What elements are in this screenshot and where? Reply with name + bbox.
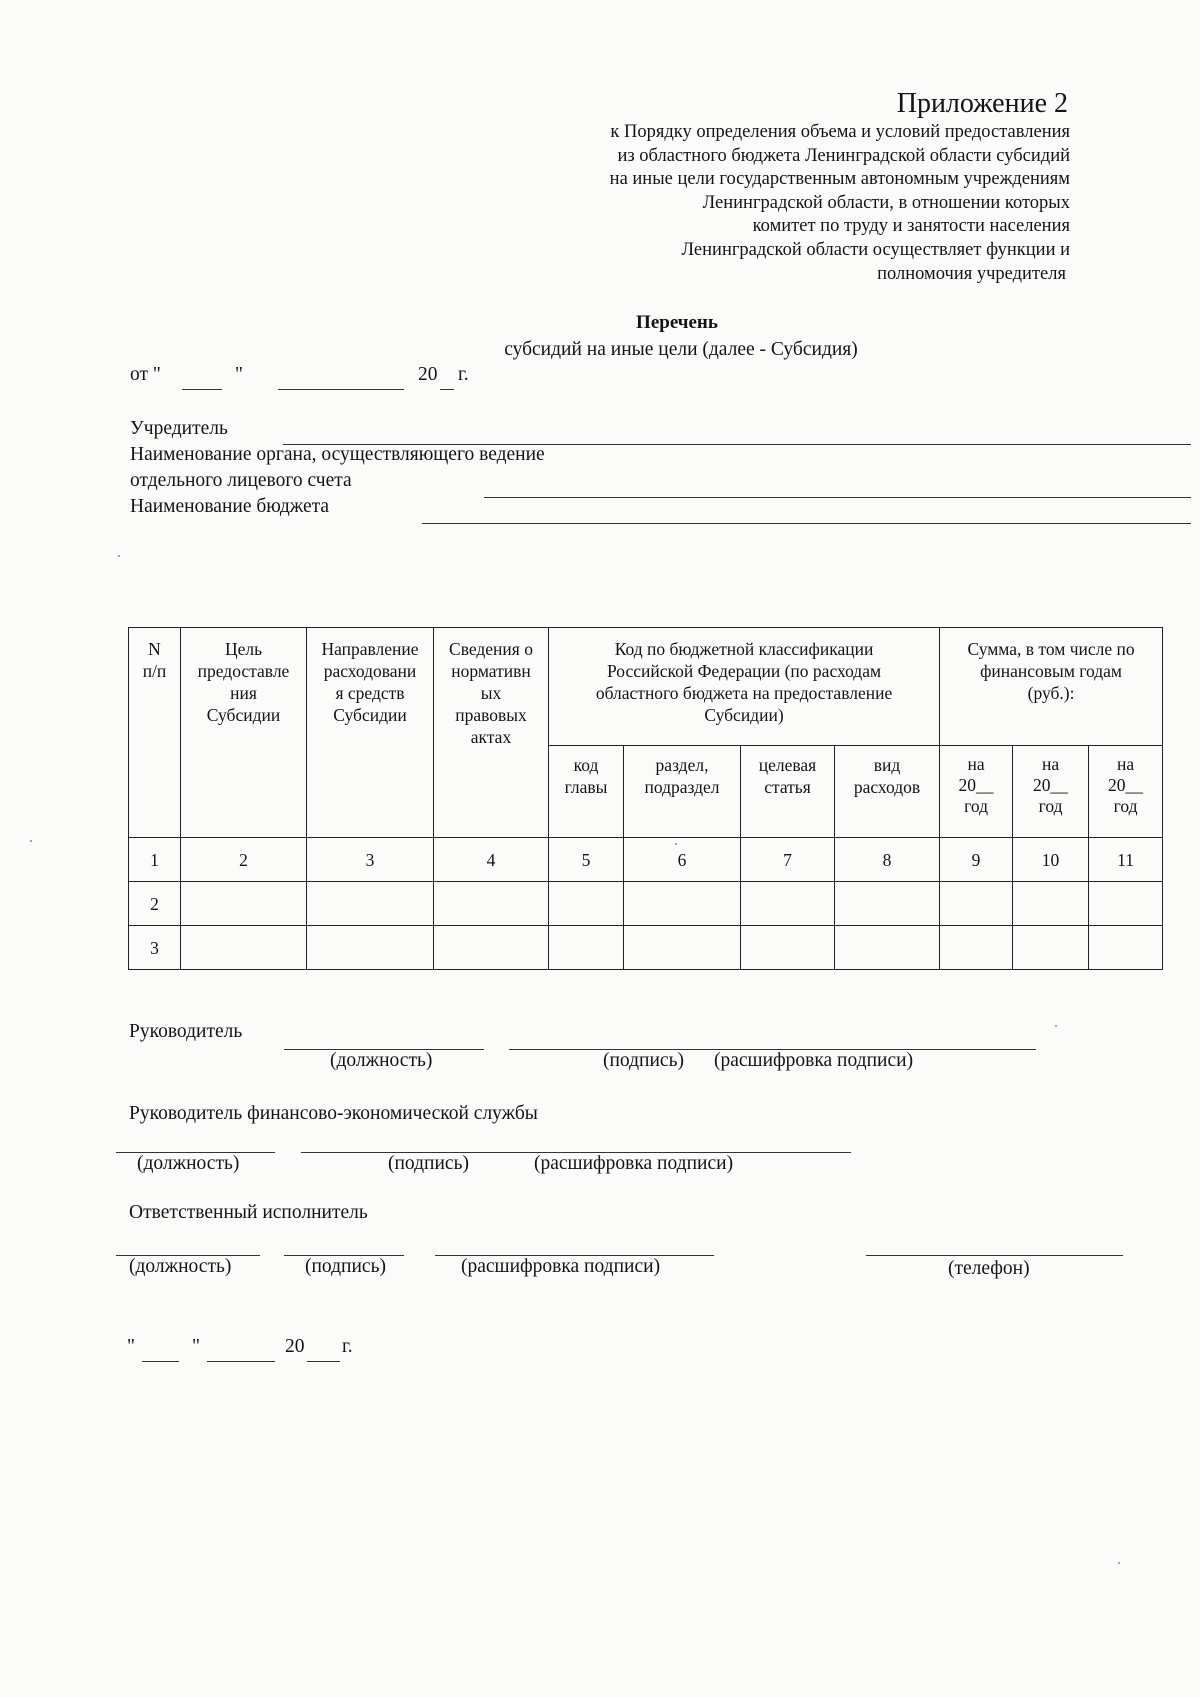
head-decoding-caption: (расшифровка подписи) — [714, 1050, 914, 1071]
founder-label: Учредитель — [130, 418, 228, 439]
footer-year-blank — [307, 1361, 340, 1362]
head-signature-caption: (подпись) — [603, 1050, 684, 1071]
budget-label: Наименование бюджета — [130, 496, 330, 517]
footer-day-blank — [142, 1361, 179, 1362]
header-purpose: Цель предоставле ния Субсидии — [181, 628, 307, 838]
head-position-caption: (должность) — [330, 1050, 433, 1071]
column-number: 10 — [1013, 838, 1089, 882]
header-budget-code: Код по бюджетной классификации Российской Федерации (по расходам областного бюджета на предоставление Субсидии) — [549, 628, 940, 746]
finance-head-label: Руководитель финансово-экономической службы — [129, 1103, 538, 1124]
column-number: 8 — [835, 838, 940, 882]
header-normative: Сведения о нормативн ых правовых актах — [434, 628, 549, 838]
date-year-prefix: 20 — [418, 364, 438, 385]
column-number: 11 — [1089, 838, 1163, 882]
column-numbers-row — [129, 838, 1163, 882]
executor-position-caption: (должность) — [129, 1256, 232, 1277]
subsidy-table — [128, 627, 1163, 970]
date-quote: " — [235, 364, 243, 385]
footer-year-suffix: г. — [342, 1336, 353, 1357]
appendix-title: Приложение 2 — [896, 88, 1068, 119]
finance-decoding-caption: (расшифровка подписи) — [534, 1153, 734, 1174]
basis-line: Ленинградской области осуществляет функции и — [681, 239, 1070, 260]
executor-decoding-caption: (расшифровка подписи) — [461, 1256, 661, 1277]
basis-line: Ленинградской области, в отношении которых — [702, 192, 1070, 213]
document-title: Перечень — [636, 312, 718, 333]
header-expense-type: вид расходов — [835, 746, 940, 838]
date-year-blank — [440, 389, 454, 390]
column-number: 2 — [181, 838, 307, 882]
column-number: 7 — [741, 838, 835, 882]
head-label: Руководитель — [129, 1021, 243, 1042]
scan-speck — [1055, 1025, 1057, 1027]
appendix-basis — [610, 121, 1070, 286]
account-body-label: Наименование органа, осуществляющего ведение — [130, 444, 545, 465]
footer-date-quote: " — [127, 1336, 135, 1357]
footer-date-quote: " — [192, 1336, 200, 1357]
column-number: 6 — [624, 838, 741, 882]
header-chapter-code: код главы — [549, 746, 624, 838]
header-num: N п/п — [129, 628, 181, 838]
account-body-label-cont: отдельного лицевого счета — [130, 470, 352, 491]
budget-field-line — [422, 523, 1191, 524]
date-prefix: от " — [130, 364, 161, 385]
date-day-blank — [182, 389, 222, 390]
finance-signature-caption: (подпись) — [388, 1153, 469, 1174]
row-number: 3 — [129, 926, 181, 970]
scan-speck — [1118, 1562, 1120, 1564]
column-number: 1 — [129, 838, 181, 882]
basis-line: к Порядку определения объема и условий предоставления — [610, 122, 1070, 142]
header-year: на 20__ год — [940, 746, 1013, 838]
column-number: 4 — [434, 838, 549, 882]
scan-speck — [118, 555, 120, 557]
column-number: 5 — [549, 838, 624, 882]
column-number: 9 — [940, 838, 1013, 882]
executor-phone-caption: (телефон) — [948, 1258, 1030, 1279]
document-subtitle: субсидий на иные цели (далее - Субсидия) — [504, 339, 858, 360]
basis-line: полномочия учредителя — [877, 263, 1066, 284]
header-section: раздел, подраздел — [624, 746, 741, 838]
footer-month-blank — [207, 1361, 275, 1362]
date-year-suffix: г. — [458, 364, 469, 385]
basis-line: на иные цели государственным автономным учреждениям — [609, 169, 1070, 190]
header-amount: Сумма, в том числе по финансовым годам (руб.): — [940, 628, 1163, 746]
footer-year-prefix: 20 — [285, 1336, 305, 1357]
header-target-article: целевая статья — [741, 746, 835, 838]
table-row — [129, 882, 1163, 926]
date-month-blank — [278, 389, 404, 390]
basis-line: комитет по труду и занятости населения — [752, 216, 1070, 237]
account-body-field-line — [484, 497, 1191, 498]
executor-label: Ответственный исполнитель — [129, 1202, 368, 1223]
column-number: 3 — [307, 838, 434, 882]
header-year: на 20__ год — [1013, 746, 1089, 838]
finance-position-caption: (должность) — [137, 1153, 240, 1174]
header-direction: Направление расходовани я средств Субсидии — [307, 628, 434, 838]
executor-phone-line — [866, 1255, 1123, 1256]
scan-speck — [30, 840, 32, 842]
header-year: на 20__ год — [1089, 746, 1163, 838]
basis-line: из областного бюджета Ленинградской области субсидий — [617, 145, 1070, 166]
table-row — [129, 926, 1163, 970]
row-number: 2 — [129, 882, 181, 926]
executor-signature-caption: (подпись) — [305, 1256, 386, 1277]
scan-speck — [675, 843, 677, 845]
